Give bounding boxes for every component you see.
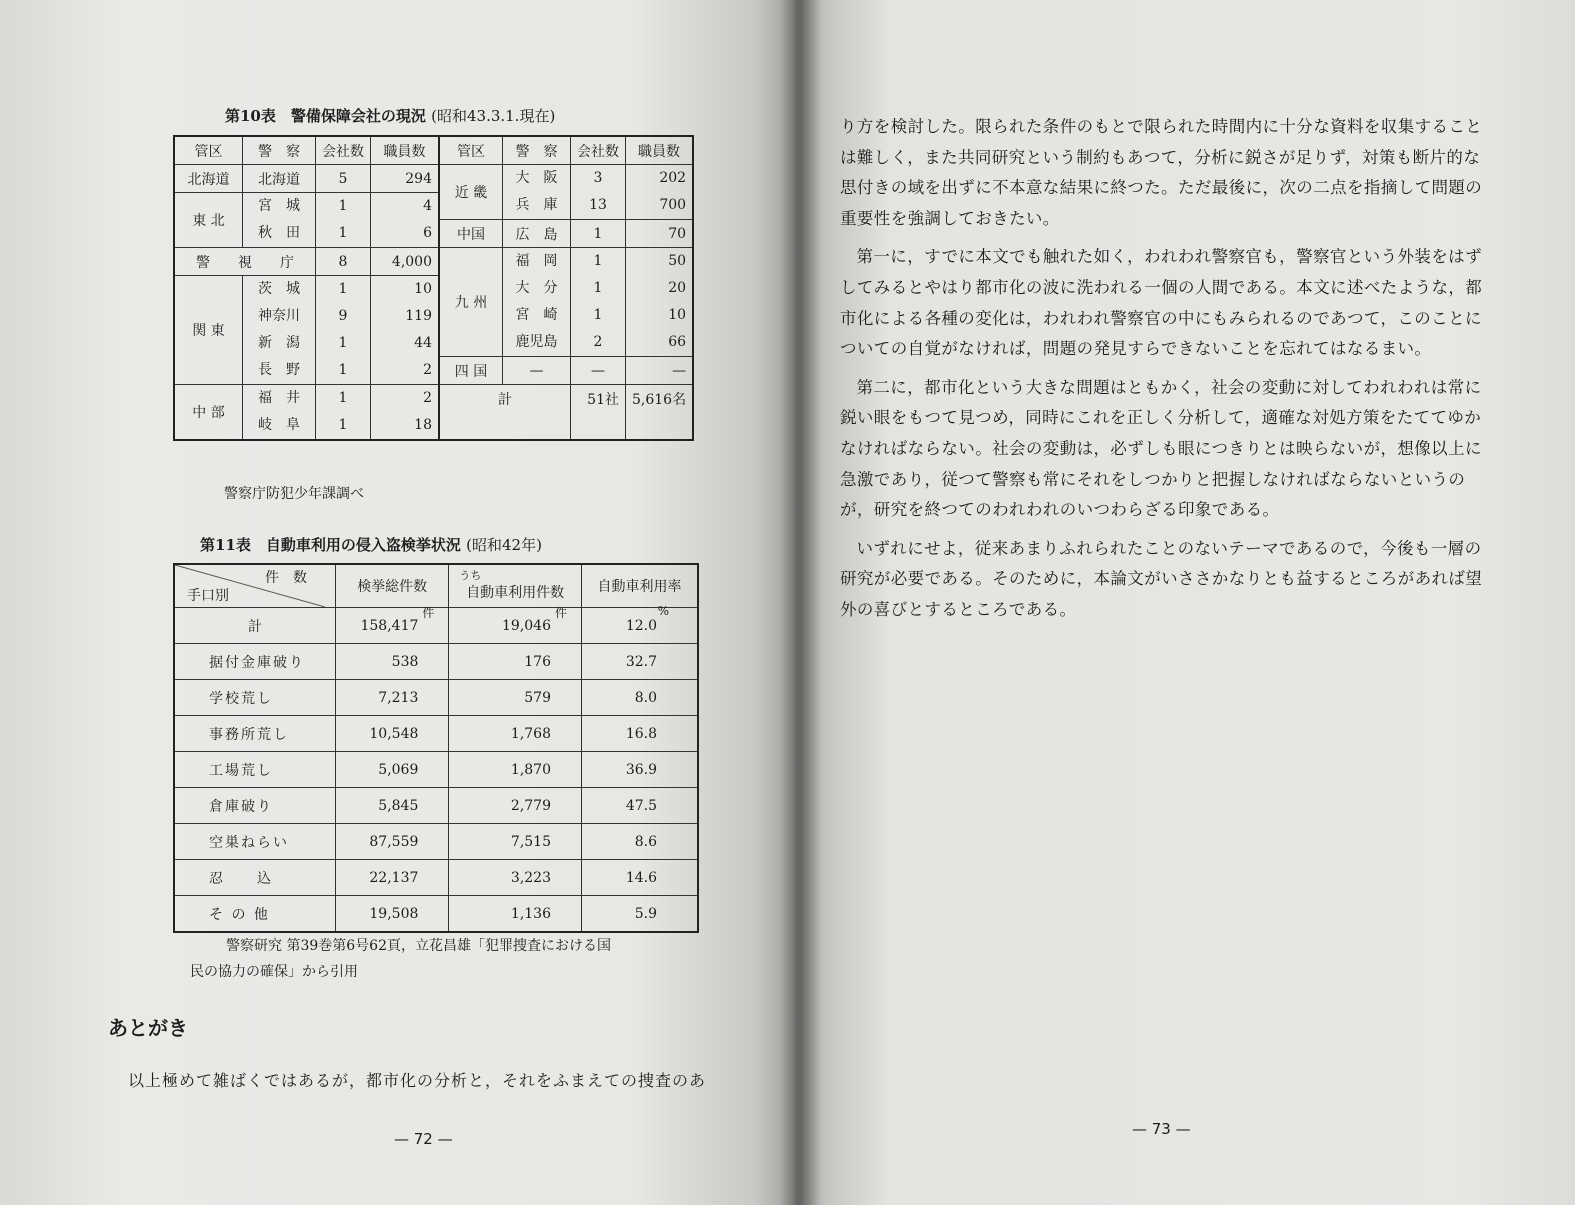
header-cell: うち 自動車利用件数 xyxy=(449,564,582,608)
total-count-cell: 51社 xyxy=(571,385,626,441)
header-cell: 職員数 xyxy=(371,136,440,165)
table-row xyxy=(174,644,698,680)
count-cell: 1 1 xyxy=(316,193,371,248)
table-header-row xyxy=(174,136,693,165)
total-count-cell: 538 xyxy=(336,644,449,680)
row-label: 工場荒し xyxy=(174,752,336,788)
police-cell: 大 阪 兵 庫 xyxy=(503,165,571,220)
police-cell: 宮 城 秋 田 xyxy=(243,193,316,248)
table11-caption: 第11表 自動車利用の侵入盗検挙状況 (昭和42年) xyxy=(200,536,542,554)
vehicle-burglary-table xyxy=(173,563,699,933)
car-count-cell: 1,136 xyxy=(449,896,582,933)
car-count-cell: 579 xyxy=(449,680,582,716)
count-cell: 1 xyxy=(571,220,626,248)
count-cell: 3 13 xyxy=(571,165,626,220)
header-cell: 警 察 xyxy=(243,136,316,165)
header-cell: 会社数 xyxy=(571,136,626,165)
rate-cell: 36.9 xyxy=(582,752,699,788)
page-number-right: — 73 — xyxy=(1132,1120,1191,1138)
car-count-cell: 19,046 件 xyxy=(449,608,582,644)
total-count-cell: 7,213 xyxy=(336,680,449,716)
table-row xyxy=(174,896,698,933)
staff-cell: 4 6 xyxy=(371,193,440,248)
rate-cell: 8.0 xyxy=(582,680,699,716)
region-cell: 警 視 庁 xyxy=(174,248,316,276)
book-gutter-shadow xyxy=(780,0,820,1205)
right-page-body xyxy=(840,112,1490,634)
page-number-left: — 72 — xyxy=(394,1130,453,1148)
region-cell: 中 部 xyxy=(174,385,243,441)
table-header-row xyxy=(174,564,698,608)
region-cell: 中国 xyxy=(439,220,503,248)
count-cell: 5 xyxy=(316,165,371,193)
rate-cell: 8.6 xyxy=(582,824,699,860)
police-cell: 福 井 岐 阜 xyxy=(243,385,316,441)
rate-cell: 14.6 xyxy=(582,860,699,896)
total-staff-cell: 5,616名 xyxy=(626,385,694,441)
staff-cell: 294 xyxy=(371,165,440,193)
staff-cell: 70 xyxy=(626,220,694,248)
table11-source: 警察研究 第39巻第6号62頁，立花昌雄「犯罪捜査における国 民の協力の確保」から引用 xyxy=(190,938,611,980)
total-label-cell: 計 xyxy=(439,385,571,441)
header-cell: 検挙総件数 xyxy=(336,564,449,608)
count-cell: 1 1 xyxy=(316,385,371,441)
row-label: 計 xyxy=(174,608,336,644)
corner-cell: 件 数 手口別 xyxy=(174,564,336,608)
staff-cell: — xyxy=(626,357,694,385)
header-cell: 管区 xyxy=(439,136,503,165)
header-cell: 会社数 xyxy=(316,136,371,165)
row-label: 事務所荒し xyxy=(174,716,336,752)
count-cell: — xyxy=(571,357,626,385)
total-count-cell: 19,508 xyxy=(336,896,449,933)
paragraph: 第二に，都市化という大きな問題はともかく，社会の変動に対してわれわれは常に鋭い眼をもつて見つめ，同時にこれを正しく分析して，適確な対処方策をたててゆかなければならない。社会の変動は，必ずしも眼につきりとは映らないが，想像以上に急激であり，従つて警察も常にそれをしつかりと把握しなければならないというのが，研究を終つてのわれわれのいつわらざる印象である。 xyxy=(840,377,1482,520)
row-label: 倉庫破り xyxy=(174,788,336,824)
paragraph: 第一に，すでに本文でも触れた如く，われわれ警察官も，警察官という外装をはずしてみるとやはり都市化の波に洗われる一個の人間である。本文に述べたような，都市化による各種の変化は，われわれ警察官の中にもみられるのであつて，このことについての自覚がなければ，問題の発見すらできないことを忘れてはなるまい。 xyxy=(840,247,1483,359)
region-cell: 東 北 xyxy=(174,193,243,248)
staff-cell: 50 20 10 66 xyxy=(626,248,694,357)
region-cell: 九 州 xyxy=(439,248,503,357)
staff-cell: 202 700 xyxy=(626,165,694,220)
header-cell: 自動車利用率 xyxy=(582,564,699,608)
total-count-cell: 87,559 xyxy=(336,824,449,860)
count-cell: 1 9 1 1 xyxy=(316,276,371,385)
table-row xyxy=(174,680,698,716)
police-cell: 北海道 xyxy=(243,165,316,193)
row-label: 空巣ねらい xyxy=(174,824,336,860)
count-cell: 8 xyxy=(316,248,371,276)
rate-cell: 12.0 % xyxy=(582,608,699,644)
total-count-cell: 158,417 件 xyxy=(336,608,449,644)
police-cell: — xyxy=(503,357,571,385)
table-row xyxy=(174,248,693,276)
car-count-cell: 1,768 xyxy=(449,716,582,752)
header-cell: 職員数 xyxy=(626,136,694,165)
car-count-cell: 176 xyxy=(449,644,582,680)
afterword-first-line: 以上極めて雑ばくではあるが，都市化の分析と，それをふまえての捜査のあ xyxy=(128,1071,707,1090)
region-cell: 関 東 xyxy=(174,276,243,385)
table-row xyxy=(174,788,698,824)
row-label: そ の 他 xyxy=(174,896,336,933)
table-row xyxy=(174,824,698,860)
staff-cell: 10 119 44 2 xyxy=(371,276,440,385)
paragraph: り方を検討した。限られた条件のもとで限られた時間内に十分な資料を収集することは難しく，また共同研究という制約もあつて，分析に鋭さが足りず，対策も断片的な思付きの域を出ずに不本意な結果に終つた。ただ最後に，次の二点を指摘して問題の重要性を強調しておきたい。 xyxy=(840,117,1483,228)
security-companies-table xyxy=(173,135,694,441)
region-cell: 北海道 xyxy=(174,165,243,193)
row-label: 学校荒し xyxy=(174,680,336,716)
header-cell: 警 察 xyxy=(503,136,571,165)
table-row xyxy=(174,608,698,644)
rate-cell: 16.8 xyxy=(582,716,699,752)
table10-source: 警察庁防犯少年課調べ xyxy=(224,486,364,502)
count-cell: 1 1 1 2 xyxy=(571,248,626,357)
car-count-cell: 1,870 xyxy=(449,752,582,788)
police-cell: 広 島 xyxy=(503,220,571,248)
table-row xyxy=(174,752,698,788)
row-label: 据付金庫破り xyxy=(174,644,336,680)
car-count-cell: 7,515 xyxy=(449,824,582,860)
header-cell: 管区 xyxy=(174,136,243,165)
total-count-cell: 5,069 xyxy=(336,752,449,788)
staff-cell: 2 18 xyxy=(371,385,440,441)
car-count-cell: 2,779 xyxy=(449,788,582,824)
rate-cell: 5.9 xyxy=(582,896,699,933)
staff-cell: 4,000 xyxy=(371,248,440,276)
police-cell: 福 岡 大 分 宮 崎 鹿児島 xyxy=(503,248,571,357)
table10-caption: 第10表 警備保障会社の現況 (昭和43.3.1.現在) xyxy=(225,107,556,125)
total-count-cell: 5,845 xyxy=(336,788,449,824)
paragraph: いずれにせよ，従来あまりふれられたことのないテーマであるので，今後も一層の研究が必要である。そのために，本論文がいささかなりとも益するところがあれば望外の喜びとするところである。 xyxy=(840,538,1483,619)
table-row xyxy=(174,860,698,896)
table-row xyxy=(174,716,698,752)
car-count-cell: 3,223 xyxy=(449,860,582,896)
row-label: 忍 込 xyxy=(174,860,336,896)
rate-cell: 47.5 xyxy=(582,788,699,824)
afterword-heading: あとがき xyxy=(108,1016,188,1040)
total-count-cell: 10,548 xyxy=(336,716,449,752)
total-count-cell: 22,137 xyxy=(336,860,449,896)
table-row xyxy=(174,165,693,193)
table-row xyxy=(174,385,693,441)
rate-cell: 32.7 xyxy=(582,644,699,680)
police-cell: 茨 城 神奈川 新 潟 長 野 xyxy=(243,276,316,385)
region-cell: 四 国 xyxy=(439,357,503,385)
region-cell: 近 畿 xyxy=(439,165,503,220)
